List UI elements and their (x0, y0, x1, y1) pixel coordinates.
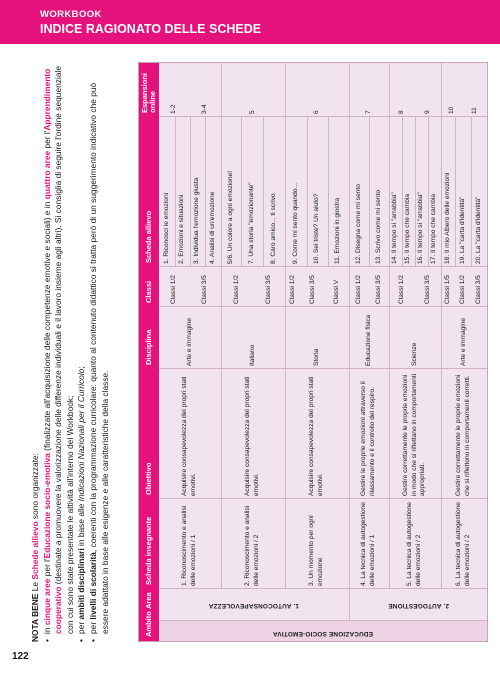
student-sheet: 10. Sei triste? Un aiuto? (313, 193, 321, 264)
online-expansion: 7 (364, 110, 372, 114)
classes-cell: Classi 1/2 (169, 275, 177, 304)
note-bold: ambiti disciplinari (76, 548, 87, 620)
header-scheda-allievo: Scheda allievo (144, 210, 153, 263)
note-bold: livelli di scolarità (87, 552, 98, 620)
index-table (138, 62, 488, 642)
online-expansion: 8 (397, 110, 405, 114)
student-sheet: 2. Emozioni e situazioni (178, 194, 186, 264)
classes-cell: Classi 3/5 (374, 275, 382, 304)
rotated-content (30, 62, 490, 642)
note-highlight: cinque aree (41, 578, 52, 626)
classes-cell: Classi 3/5 (264, 275, 272, 304)
student-sheet: 14. Il tempo si "arrabbia" (391, 192, 399, 264)
online-expansion: 11 (471, 107, 479, 114)
header-obiettivo: Obiettivo (144, 462, 153, 495)
online-expansion: 9 (423, 110, 431, 114)
note-bullet-3 (88, 62, 111, 642)
discipline-2: Italiano (248, 344, 256, 366)
note-text: Le (30, 579, 40, 594)
header-classi: Classi (144, 280, 153, 303)
note-text: ; (76, 366, 87, 369)
classes-cell: Classi 1/2 (397, 275, 405, 304)
note-text: (destinate a promuovere la valorizzazione delle differenze individuali e il lavoro insieme agli altri). Si consiglia di seguire l'ordine sequenziale con cui sono state presentate le attività all'interno del Workbook; (53, 66, 75, 634)
ambito-label: EDUCAZIONE SOCIO-EMOTIVA (272, 630, 374, 637)
page-header (0, 0, 500, 44)
note-text: , coerenti con la programmazione curricolare: quanto al contenuto didattico si tratta però di un suggerimento indicativo che può essere adattato in base alle esigenze e alle caratteristiche della classe. (87, 82, 110, 634)
classes-cell: Classi 3/5 (308, 275, 316, 304)
online-expansion: 3-4 (201, 104, 209, 114)
discipline-3: Storia (312, 348, 320, 366)
note-text: per l' (41, 558, 52, 579)
page-title: INDICE RAGIONATO DELLE SCHEDE (40, 22, 262, 36)
area-autoconsapevolezza: 1. AUTOCONSAPEVOLEZZA (208, 602, 300, 609)
area-autogestione: 2. AUTOGESTIONE (388, 602, 450, 609)
note-text: in (41, 625, 52, 634)
grid-line (349, 589, 350, 621)
student-sheet: 13. Scrivo come mi sento (374, 189, 382, 264)
teacher-sheet-5: 5. La tecnica di autogestione delle emozioni / 2 (406, 502, 422, 586)
classes-cell: Classi 1/2 (354, 275, 362, 304)
student-sheet: 1. Riconosci le emozioni (162, 192, 170, 264)
student-sheet: 16. Il tempo si "arrabbia" (417, 192, 425, 264)
student-sheet: 17. Il tempo che cambia (430, 193, 438, 264)
teacher-sheet-3: 3. Un momento per ogni emozione (308, 515, 324, 586)
note-text: sono organizzate: (30, 452, 40, 522)
header-scheda-insegnante: Scheda insegnante (144, 516, 153, 585)
classes-cell: Classi 3/5 (200, 275, 208, 304)
note-highlight: quattro aree (41, 150, 52, 200)
nota-bene (30, 62, 122, 642)
classes-cell: Classi 1/5 (443, 275, 451, 304)
classes-cell: Classi 1/2 (232, 275, 240, 304)
header-ambito: Ambito (144, 611, 153, 637)
note-text: per (87, 619, 98, 634)
discipline-1: Arte e immagine (185, 317, 193, 366)
classes-cell: Classi V (332, 279, 340, 304)
note-text: per (76, 619, 87, 634)
objective-4: Gestire le proprie emozioni attraverso il rilassamento e il controllo del respiro. (360, 381, 376, 496)
note-highlight: Educazione socio-emotiva (41, 453, 52, 559)
student-sheet: 9. Come mi sento quando... (291, 182, 299, 264)
online-expansion: 6 (312, 110, 320, 114)
note-bullet-2 (76, 62, 88, 642)
objective-5: Gestire correttamente le proprie emozioni in modo che si riflettano in comportamenti appropriati. (402, 373, 427, 496)
note-italic: Indicazioni Nazionali per il Curricolo (76, 368, 87, 502)
student-sheet: 19. La "carta d'identità" (458, 196, 466, 264)
student-sheet: 5/6. Un colore a ogni emozione! (226, 170, 234, 264)
objective-6: Gestire correttamente le proprie emozioni che si riflettono in comportamenti corretti. (455, 374, 471, 496)
note-text: (finalizzate all'acquisizione delle competenze emotive e sociali) e in (41, 199, 52, 454)
classes-cell: Classi 3/5 (423, 275, 431, 304)
discipline-6: Arte e immagine (459, 317, 467, 366)
student-sheet: 15. Il tempo che cambia (404, 193, 412, 264)
teacher-sheet-2: 2. Riconoscimento e analisi delle emozioni / 2 (244, 505, 260, 586)
classes-cell: Classi 3/5 (474, 275, 482, 304)
student-sheet: 20. La "carta d'identità" (474, 196, 482, 264)
classes-cell: Classi 1/2 (458, 275, 466, 304)
online-expansion: 1-2 (170, 104, 178, 114)
online-expansion: 5 (248, 110, 256, 114)
teacher-sheet-6: 6. La tecnica di autogestione delle emozioni / 2 (455, 502, 471, 586)
teacher-sheet-1: 1. Riconoscimento e analisi delle emozioni / 1 (181, 505, 197, 586)
workbook-label: WORKBOOK (40, 9, 102, 20)
header-area: Area (144, 592, 153, 609)
header-disciplina: Disciplina (144, 329, 153, 365)
table-header-row (139, 63, 159, 641)
student-sheet: 11. Emozioni in giostra (334, 197, 342, 264)
note-highlight: Apprendimento cooperativo (41, 68, 64, 634)
objective-3: Acquisire consapevolezza dei propri stati emotivi. (308, 376, 324, 496)
student-sheet: 4. Analisi di un'emozione (208, 191, 216, 264)
student-sheet: 7. Una storia "emozionante" (247, 182, 255, 264)
header-espansioni: Espansioni online (140, 72, 157, 113)
nota-bene-label: NOTA BENE (30, 593, 40, 642)
student-sheet: 3. Individua l'emozione giusta (193, 177, 201, 264)
scheda-allievo-highlight: Schede allievo (30, 521, 40, 580)
online-expansion: 10 (448, 106, 456, 114)
note-bullet-1 (42, 62, 77, 642)
note-text: per l' (41, 130, 52, 151)
grid-line (159, 620, 487, 621)
student-sheet: 18. Il mio Albero delle emozioni (443, 172, 451, 264)
student-sheet: 8. Caro amico... ti scrivo (269, 193, 277, 264)
teacher-sheet-4: 4. La tecnica di autogestione delle emozioni / 1 (360, 502, 376, 586)
discipline-4: Educazione fisica (364, 314, 372, 366)
page-number: 122 (12, 651, 29, 662)
objective-2: Acquisire consapevolezza dei propri stati emotivi. (244, 376, 260, 496)
discipline-5: Scienze (410, 342, 418, 366)
objective-1: Acquisire consapevolezza dei propri stati emotivi. (181, 376, 197, 496)
student-sheet: 12. Disegna come mi sento (354, 184, 362, 264)
note-text: in base alle (76, 501, 87, 549)
classes-cell: Classi 1/2 (288, 275, 296, 304)
